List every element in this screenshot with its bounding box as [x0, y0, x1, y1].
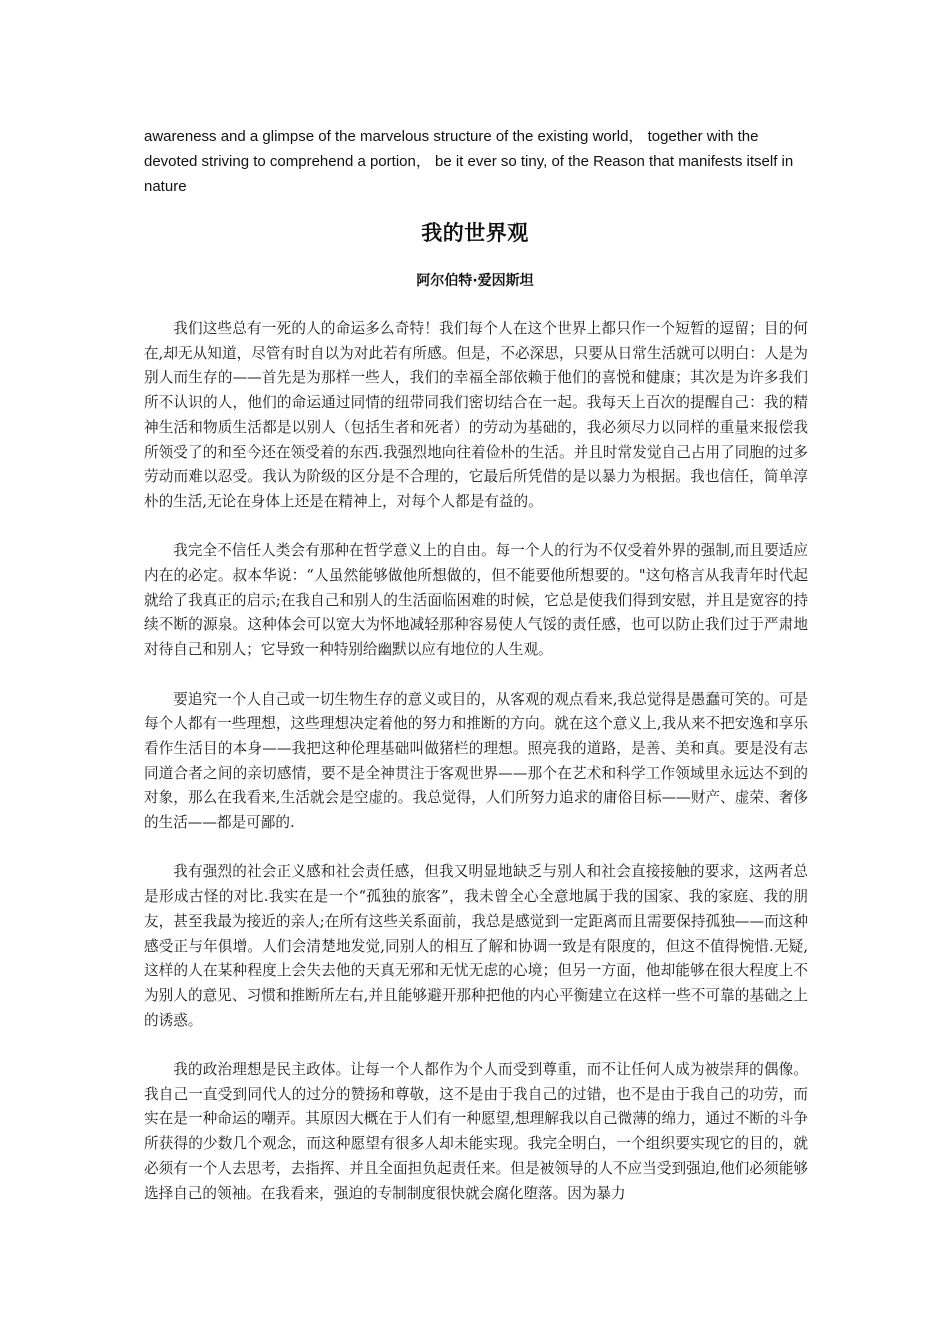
article-title: 我的世界观	[421, 220, 529, 245]
article-body	[144, 317, 808, 1231]
body-paragraph-1: 我们这些总有一死的人的命运多么奇特！我们每个人在这个世界上都只作一个短暂的逗留；目的何在,却无从知道，尽管有时自以为对此若有所感。但是，不必深思，只要从日常生活就可以明白：人是为别人而生存的——首先是为那样一些人，我们的幸福全部依赖于他们的喜悦和健康；其次是为许多我们所不认识的人，他们的命运通过同情的纽带同我们密切结合在一起。我每天上百次的提醒自己：我的精神生活和物质生活都是以别人（包括生者和死者）的劳动为基础的，我必须尽力以同样的重量来报偿我所领受了的和至今还在领受着的东西.我强烈地向往着俭朴的生活。并且时常发觉自己占用了同胞的过多劳动而难以忍受。我认为阶级的区分是不合理的，它最后所凭借的是以暴力为根据。我也信任，简单淳朴的生活,无论在身体上还是在精神上，对每个人都是有益的。	[144, 320, 808, 510]
article-author: 阿尔伯特·爱因斯坦	[416, 273, 534, 289]
body-paragraph-3: 要追究一个人自己或一切生物生存的意义或目的，从客观的观点看来,我总觉得是愚蠢可笑的。可是每个人都有一些理想，这些理想决定着他的努力和推断的方向。就在这个意义上,我从来不把安逸和享乐看作生活目的本身——我把这种伦理基础叫做猪栏的理想。照亮我的道路，是善、美和真。要是没有志同道合者之间的亲切感情，要不是全神贯注于客观世界——那个在艺术和科学工作领域里永远达不到的对象，那么在我看来,生活就会是空虚的。我总觉得，人们所努力追求的庸俗目标——财产、虚荣、奢侈的生活——都是可鄙的.	[144, 690, 808, 832]
body-paragraph-2: 我完全不信任人类会有那种在哲学意义上的自由。每一个人的行为不仅受着外界的强制,而且要适应内在的必定。叔本华说：“人虽然能够做他所想做的，但不能要他所想要的。"这句格言从我青年时代起就给了我真正的启示;在我自己和别人的生活面临困难的时候，它总是使我们得到安慰，并且是宽容的持续不断的源泉。这种体会可以宽大为怀地减轻那种容易使人气馁的责任感，也可以防止我们过于严肃地对待自己和别人；它导致一种特别给幽默以应有地位的人生观。	[144, 542, 808, 659]
body-paragraph-4: 我有强烈的社会正义感和社会责任感，但我又明显地缺乏与别人和社会直接接触的要求，这两者总是形成古怪的对比.我实在是一个“孤独的旅客”，我未曾全心全意地属于我的国家、我的家庭、我的朋友，甚至我最为接近的亲人;在所有这些关系面前，我总是感觉到一定距离而且需要保持孤独——而这种感受正与年俱增。人们会清楚地发觉,同别人的相互了解和协调一致是有限度的，但这不值得惋惜.无疑,这样的人在某种程度上会失去他的天真无邪和无忧无虑的心境；但另一方面，他却能够在很大程度上不为别人的意见、习惯和推断所左右,并且能够避开那种把他的内心平衡建立在这样一些不可靠的基础之上的诱惑。	[144, 863, 808, 1029]
body-paragraph-5: 我的政治理想是民主政体。让每一个人都作为个人而受到尊重，而不让任何人成为被崇拜的偶像。我自己一直受到同代人的过分的赞扬和尊敬，这不是由于我自己的过错，也不是由于我自己的功劳，而实在是一种命运的嘲弄。其原因大概在于人们有一种愿望,想理解我以自己微薄的绵力，通过不断的斗争所获得的少数几个观念，而这种愿望有很多人却未能实现。我完全明白，一个组织要实现它的目的，就必须有一个人去思考，去指挥、并且全面担负起责任来。但是被领导的人不应当受到强迫,他们必须能够选择自己的领袖。在我看来，强迫的专制制度很快就会腐化堕落。因为暴力	[144, 1061, 808, 1202]
intro-paragraph: awareness and a glimpse of the marvelous structure of the existing world， together with the devoted striving to comprehend a portion， be it ever so tiny, of the Reason that manifests itself in nature	[144, 128, 794, 195]
